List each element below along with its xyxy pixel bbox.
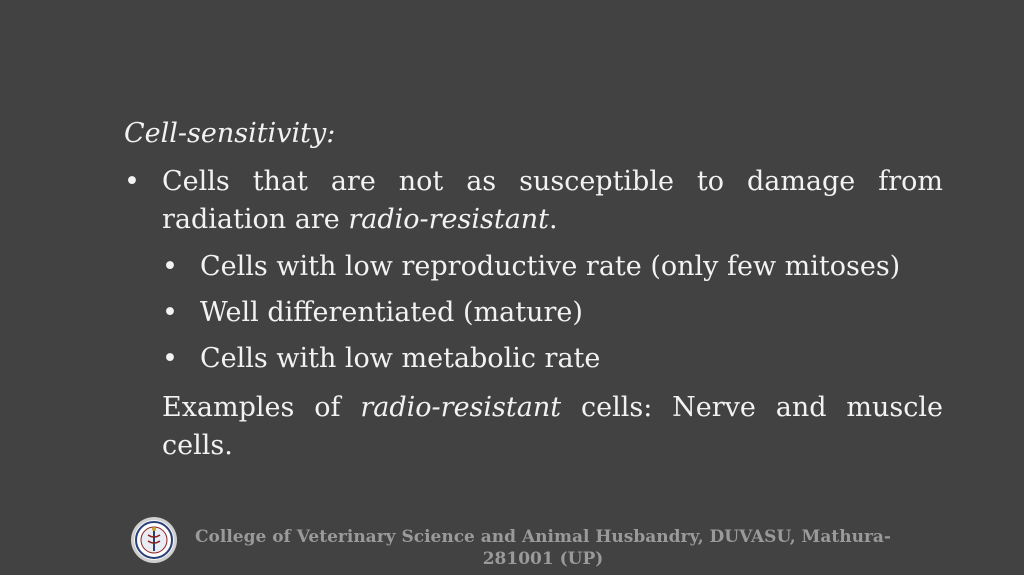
sub-bullet — [162, 249, 943, 285]
main-bullet-text — [162, 163, 943, 239]
examples-text-after: cells: Nerve and muscle cells. — [162, 392, 943, 461]
main-bullet-text-before: Cells that are not as susceptible to damage from radiation are — [162, 166, 943, 235]
sub-bullet — [162, 295, 943, 331]
sub-bullet-text: Cells with low reproductive rate (only few mitoses) — [200, 251, 901, 282]
examples-emphasis: radio-resistant — [360, 392, 562, 423]
slide-heading: Cell-sensitivity: — [124, 118, 336, 149]
examples-text — [162, 389, 943, 465]
bullet-dot: • — [162, 343, 178, 374]
sub-bullet-text: Well differentiated (mature) — [200, 297, 583, 328]
main-bullet — [124, 163, 943, 239]
examples-text-before: Examples of — [162, 392, 361, 423]
bullet-dot: • — [162, 297, 178, 328]
bullet-dot: • — [124, 166, 140, 197]
sub-bullet-text: Cells with low metabolic rate — [200, 343, 601, 374]
main-bullet-emphasis: radio-resistant — [348, 204, 550, 235]
slide-footer — [130, 516, 910, 572]
sub-bullet — [162, 341, 943, 377]
main-bullet-text-after: . — [549, 204, 558, 235]
bullet-dot: • — [162, 251, 178, 282]
footer-institution: College of Veterinary Science and Animal Husbandry, DUVASU, Mathura-281001 (UP) — [195, 527, 891, 569]
college-emblem-logo — [134, 520, 174, 560]
